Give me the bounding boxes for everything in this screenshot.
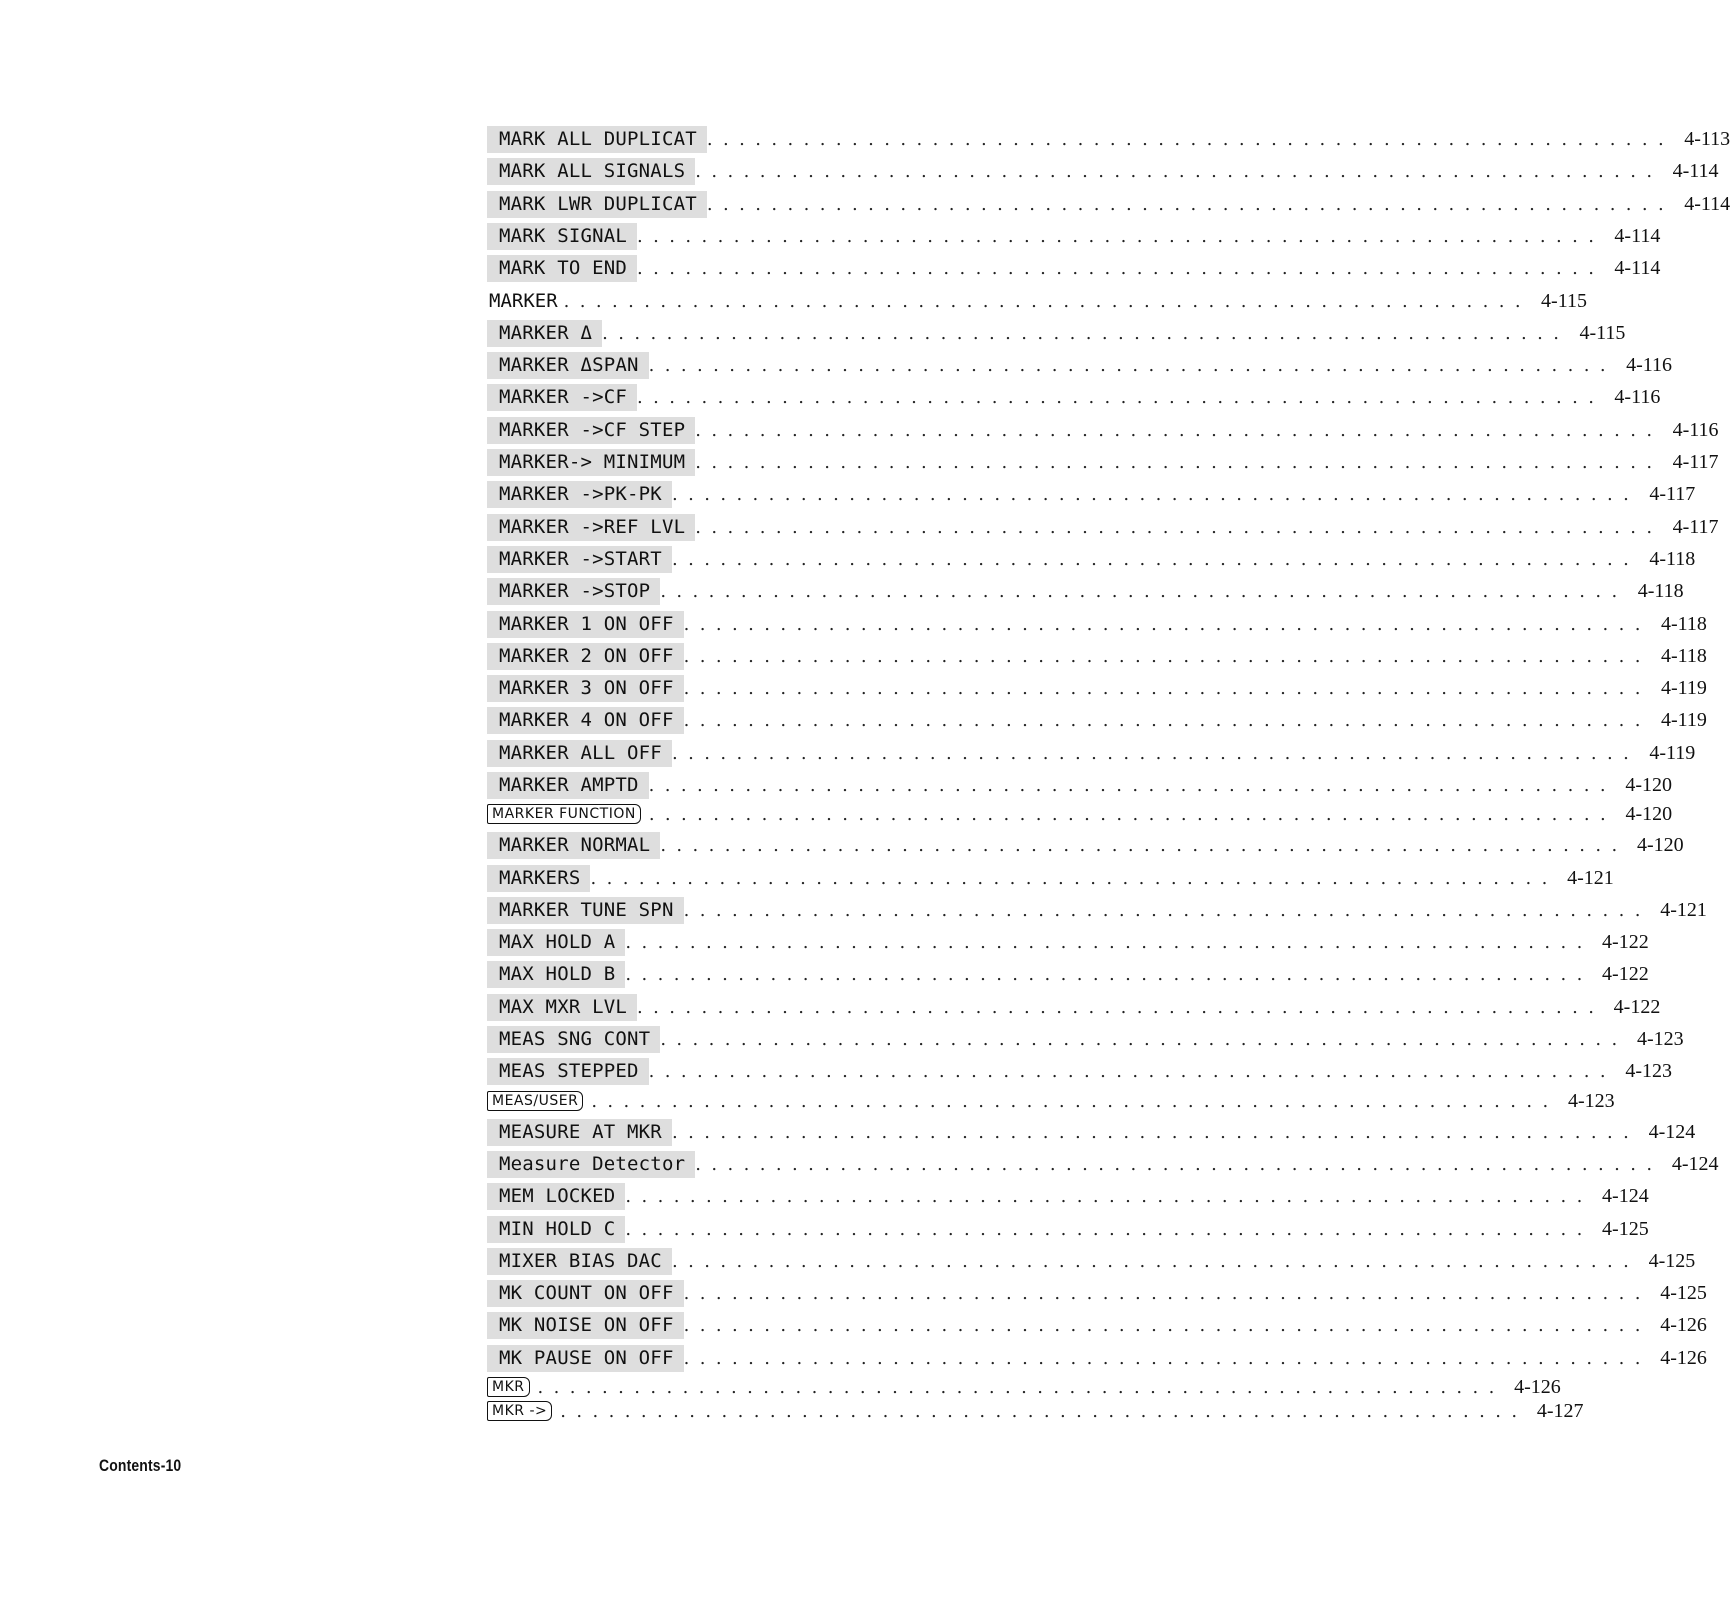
softkey-label: MEAS SNG CONT	[487, 1026, 660, 1053]
index-entry	[487, 288, 1587, 315]
index-entry	[487, 481, 1696, 508]
entry-page-number: 4-115	[1541, 290, 1587, 312]
dot-leader: ............................................................	[660, 1029, 1628, 1050]
softkey-label: MARKER 1 ON OFF	[487, 611, 684, 638]
index-entry	[487, 675, 1707, 702]
entry-page-number: 4-123	[1625, 1060, 1672, 1082]
index-entry	[487, 1399, 1584, 1422]
dot-leader: ............................................................	[683, 710, 1651, 731]
softkey-label: MK COUNT ON OFF	[487, 1280, 684, 1307]
dot-leader: ............................................................	[671, 549, 1640, 570]
page-footer-label: Contents-10	[99, 1456, 182, 1475]
softkey-label: MK PAUSE ON OFF	[487, 1345, 684, 1372]
entry-page-number: 4-124	[1648, 1121, 1696, 1143]
softkey-label: MIXER BIAS DAC	[487, 1248, 672, 1275]
entry-page-number: 4-119	[1660, 677, 1707, 699]
index-entry	[487, 1375, 1561, 1398]
index-entry	[487, 1119, 1696, 1146]
softkey-label: MARKER-> MINIMUM	[487, 449, 695, 476]
index-entry	[487, 961, 1649, 988]
entry-page-number: 4-116	[1614, 386, 1661, 408]
softkey-label: MARKER 4 ON OFF	[487, 707, 684, 734]
front-panel-key-label: MKR	[487, 1377, 530, 1397]
index-entry	[487, 1089, 1615, 1112]
softkey-label: MARKER 3 ON OFF	[487, 675, 684, 702]
softkey-label: MARK TO END	[487, 255, 637, 282]
entry-page-number: 4-125	[1660, 1282, 1707, 1304]
entry-page-number: 4-113	[1684, 128, 1730, 150]
index-entry	[487, 449, 1719, 476]
index-entry	[487, 740, 1696, 767]
entry-page-number: 4-123	[1636, 1028, 1684, 1050]
dot-leader: ............................................................	[683, 900, 1651, 921]
softkey-label: MARK ALL DUPLICAT	[487, 126, 707, 153]
index-entry	[487, 897, 1707, 924]
dot-leader: ............................................................	[695, 161, 1663, 182]
index-entry	[487, 1058, 1672, 1085]
softkey-label: MARKER AMPTD	[487, 772, 649, 799]
softkey-label: MARKER ->STOP	[487, 578, 660, 605]
entry-page-number: 4-125	[1602, 1218, 1649, 1240]
dot-leader: ............................................................	[660, 835, 1628, 856]
index-entry	[487, 611, 1707, 638]
dot-leader: ............................................................	[683, 678, 1651, 699]
entry-page-number: 4-126	[1514, 1375, 1561, 1398]
entry-page-number: 4-116	[1672, 419, 1719, 441]
index-entry	[487, 643, 1707, 670]
dot-leader: ............................................................	[648, 803, 1617, 825]
dot-leader: ............................................................	[683, 1315, 1651, 1336]
softkey-label: MARK SIGNAL	[487, 223, 637, 250]
dot-leader: ............................................................	[625, 964, 1593, 985]
entry-label: MARKER	[489, 290, 558, 312]
index-entry	[487, 1151, 1719, 1178]
dot-leader: ............................................................	[637, 387, 1605, 408]
dot-leader: ............................................................	[648, 775, 1616, 796]
softkey-label: MARK LWR DUPLICAT	[487, 191, 707, 218]
index-entry	[487, 126, 1730, 153]
dot-leader: ............................................................	[695, 452, 1663, 473]
dot-leader: ............................................................	[671, 1251, 1640, 1272]
entry-page-number: 4-114	[1614, 225, 1661, 247]
index-entry	[487, 929, 1649, 956]
entry-page-number: 4-124	[1602, 1185, 1649, 1207]
entry-page-number: 4-117	[1672, 516, 1719, 538]
softkey-label: MARKER 2 ON OFF	[487, 643, 684, 670]
index-entry	[487, 417, 1719, 444]
softkey-label: MEM LOCKED	[487, 1183, 625, 1210]
dot-leader: ............................................................	[695, 1154, 1663, 1175]
index-entry	[487, 255, 1661, 282]
dot-leader: ............................................................	[683, 1348, 1651, 1369]
dot-leader: ............................................................	[706, 194, 1675, 215]
softkey-label: MARKER ->REF LVL	[487, 514, 695, 541]
entry-page-number: 4-121	[1660, 899, 1707, 921]
softkey-label: MARKER Δ	[487, 320, 602, 347]
dot-leader: ............................................................	[660, 581, 1628, 602]
entry-page-number: 4-120	[1625, 802, 1673, 825]
index-entry	[487, 1248, 1696, 1275]
entry-page-number: 4-116	[1626, 354, 1672, 376]
entry-page-number: 4-127	[1536, 1399, 1584, 1422]
index-entry	[487, 802, 1673, 825]
dot-leader: ............................................................	[671, 1122, 1640, 1143]
entry-page-number: 4-125	[1648, 1250, 1696, 1272]
dot-leader: ............................................................	[560, 1400, 1528, 1422]
entry-page-number: 4-124	[1671, 1153, 1719, 1175]
entry-page-number: 4-120	[1625, 774, 1672, 796]
dot-leader: ............................................................	[625, 1219, 1593, 1240]
index-entry	[487, 1345, 1707, 1372]
dot-leader: ............................................................	[706, 129, 1675, 150]
entry-page-number: 4-126	[1660, 1314, 1707, 1336]
entry-page-number: 4-115	[1579, 322, 1626, 344]
entry-page-number: 4-117	[1672, 451, 1719, 473]
dot-leader: ............................................................	[671, 743, 1640, 764]
dot-leader: ............................................................	[602, 323, 1570, 344]
dot-leader: ............................................................	[637, 997, 1605, 1018]
entry-page-number: 4-118	[1649, 548, 1696, 570]
softkey-label: MARKER ΔSPAN	[487, 352, 649, 379]
entry-page-number: 4-121	[1567, 867, 1614, 889]
dot-leader: ............................................................	[683, 646, 1651, 667]
entry-page-number: 4-114	[1614, 257, 1661, 279]
dot-leader: ............................................................	[683, 1283, 1651, 1304]
dot-leader: ............................................................	[695, 517, 1663, 538]
dot-leader: ............................................................	[648, 355, 1616, 376]
dot-leader: ............................................................	[695, 420, 1663, 441]
index-entry	[487, 578, 1684, 605]
dot-leader: ............................................................	[563, 291, 1531, 312]
softkey-label: MIN HOLD C	[487, 1216, 625, 1243]
entry-page-number: 4-126	[1660, 1347, 1707, 1369]
entry-page-number: 4-119	[1649, 742, 1696, 764]
entry-page-number: 4-118	[1637, 580, 1684, 602]
softkey-label: MK NOISE ON OFF	[487, 1312, 684, 1339]
front-panel-key-label: MKR ->	[487, 1401, 552, 1421]
entry-page-number: 4-118	[1660, 613, 1707, 635]
dot-leader: ............................................................	[591, 1090, 1559, 1112]
softkey-label: MARKER ->CF	[487, 384, 637, 411]
index-entry	[487, 223, 1661, 250]
index-entry	[487, 191, 1730, 218]
softkey-label: MARKER ->PK-PK	[487, 481, 672, 508]
softkey-label: MEASURE AT MKR	[487, 1119, 672, 1146]
softkey-label: Measure Detector	[487, 1151, 695, 1178]
index-entry	[487, 865, 1614, 892]
index-entry	[487, 994, 1661, 1021]
softkey-label: MAX HOLD A	[487, 929, 625, 956]
entry-page-number: 4-122	[1602, 931, 1649, 953]
softkey-label: MEAS STEPPED	[487, 1058, 649, 1085]
index-entry	[487, 1312, 1707, 1339]
front-panel-key-label: MEAS/USER	[487, 1091, 583, 1111]
dot-leader: ............................................................	[590, 868, 1558, 889]
dot-leader: ............................................................	[648, 1061, 1616, 1082]
entry-page-number: 4-114	[1672, 160, 1719, 182]
dot-leader: ............................................................	[683, 614, 1651, 635]
softkey-label: MAX MXR LVL	[487, 994, 637, 1021]
index-entry	[487, 1026, 1684, 1053]
dot-leader: ............................................................	[625, 1186, 1593, 1207]
index-entry	[487, 772, 1672, 799]
index-entry	[487, 158, 1719, 185]
front-panel-key-label: MARKER FUNCTION	[487, 804, 641, 824]
entry-page-number: 4-114	[1684, 193, 1730, 215]
softkey-label: MARKER NORMAL	[487, 832, 660, 859]
index-entry	[487, 546, 1696, 573]
index-entry	[487, 320, 1626, 347]
softkey-label: MARKER ALL OFF	[487, 740, 672, 767]
softkey-label: MAX HOLD B	[487, 961, 625, 988]
entry-page-number: 4-119	[1660, 709, 1707, 731]
dot-leader: ............................................................	[537, 1376, 1505, 1398]
dot-leader: ............................................................	[637, 258, 1605, 279]
softkey-label: MARK ALL SIGNALS	[487, 158, 695, 185]
entry-page-number: 4-123	[1567, 1089, 1615, 1112]
index-entry	[487, 514, 1719, 541]
index-entry	[487, 707, 1707, 734]
dot-leader: ............................................................	[637, 226, 1605, 247]
index-entry	[487, 1183, 1649, 1210]
index-entry	[487, 1216, 1649, 1243]
index-entry	[487, 832, 1684, 859]
entry-page-number: 4-120	[1636, 834, 1684, 856]
entry-page-number: 4-118	[1660, 645, 1707, 667]
dot-leader: ............................................................	[625, 932, 1593, 953]
softkey-label: MARKERS	[487, 865, 590, 892]
entry-page-number: 4-122	[1613, 996, 1661, 1018]
index-entry	[487, 352, 1672, 379]
softkey-label: MARKER ->CF STEP	[487, 417, 695, 444]
dot-leader: ............................................................	[671, 484, 1640, 505]
entry-page-number: 4-122	[1602, 963, 1649, 985]
index-entry	[487, 1280, 1707, 1307]
softkey-label: MARKER ->START	[487, 546, 672, 573]
entry-page-number: 4-117	[1649, 483, 1696, 505]
index-entry	[487, 384, 1661, 411]
softkey-label: MARKER TUNE SPN	[487, 897, 684, 924]
